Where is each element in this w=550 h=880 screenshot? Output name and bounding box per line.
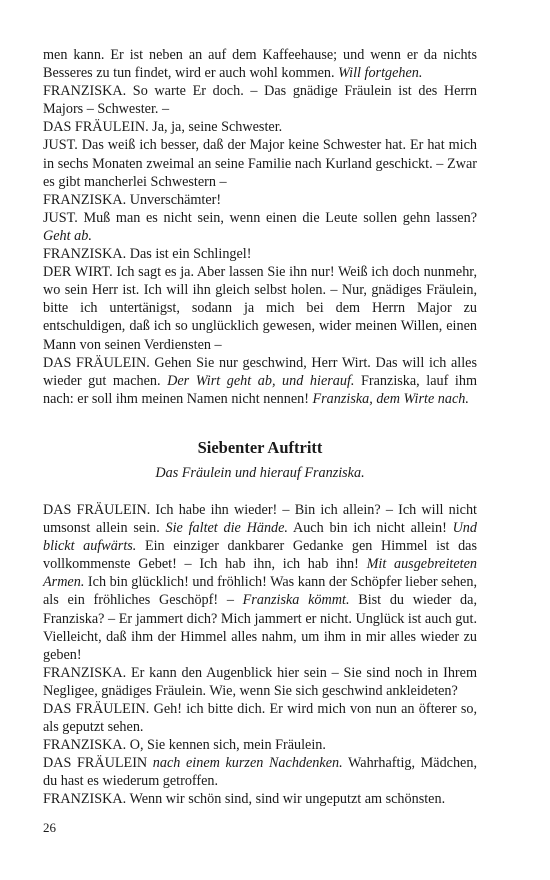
dialogue-text: FRANZISKA. Wenn wir schön sind, sind wir ungeputzt am schönsten. [43,791,446,808]
dialogue-paragraph [43,209,477,245]
dialogue-paragraph [43,191,477,209]
scene-title: Siebenter Auftritt [197,437,323,457]
dialogue-text: DAS FRÄULEIN. Gehen Sie nur geschwind, Herr Wirt. Das will ich alles wieder gut machen. [43,354,477,389]
page-body [43,46,477,809]
dialogue-text: Ein einziger dankbarer Gedanke gen Himmel ist das vollkommenste Gebet! – Ich hab ihn, ich hab ihn! [43,538,477,573]
scene-subtitle: Das Fräulein und hierauf Franziska. [155,464,365,481]
stage-direction: Und blickt aufwärts. [43,520,477,555]
dialogue-paragraph [43,46,477,82]
stage-direction: Der Wirt geht ab, und hierauf. [167,372,355,389]
dialogue-paragraph [43,736,477,754]
dialogue-text: men kann. Er ist neben an auf dem Kaffeehause; und wenn er da nichts Besseres zu tun findet, wird er auch wohl kommen. [43,47,477,82]
dialogue-text: DAS FRÄULEIN. Ich habe ihn wieder! – Bin ich allein? – Ich will nicht umsonst allein sein. [43,501,477,537]
dialogue-text: Wahrhaftig, Mädchen, du hast es wiederum getroffen. [43,755,477,790]
stage-direction: Geht ab. [43,227,92,244]
dialogue-paragraph [43,263,477,353]
dialogue-text: DAS FRÄULEIN [43,755,153,772]
dialogue-paragraph [43,754,477,790]
dialogue-text: FRANZISKA. O, Sie kennen sich, mein Fräulein. [43,737,326,754]
text-after-scene [43,501,477,809]
dialogue-paragraph [43,118,477,136]
page-number: 26 [43,820,56,835]
dialogue-paragraph [43,245,477,263]
dialogue-paragraph [43,664,477,700]
dialogue-text: FRANZISKA. So warte Er doch. – Das gnädige Fräulein ist des Herrn Majors – Schwester. – [43,83,477,118]
dialogue-text: FRANZISKA. Das ist ein Schlingel! [43,246,252,263]
dialogue-text: FRANZISKA. Er kann den Augenblick hier sein – Sie sind noch in Ihrem Negligee, gnädiges Fräulein. Wie, wenn Sie sich geschwind ankleideten? [43,664,477,699]
stage-direction: Sie faltet die Hände. [165,520,288,537]
dialogue-paragraph [43,82,477,118]
dialogue-text: JUST. Muß man es nicht sein, wenn einen die Leute sollen gehn lassen? [43,209,477,226]
dialogue-paragraph [43,136,477,190]
dialogue-text: JUST. Das weiß ich besser, daß der Major keine Schwester hat. Er hat mich in sechs Monaten zweimal an seine Familie nach Kurland geschickt. – Zwar es gibt mancherlei Schwestern – [43,137,477,190]
stage-direction: nach einem kurzen Nachdenken. [152,755,343,772]
stage-direction: Mit ausgebreiteten Armen. [43,556,477,591]
stage-direction: Will fortgehen. [338,65,423,82]
dialogue-paragraph [43,700,477,736]
dialogue-text: FRANZISKA. Unverschämter! [43,191,222,208]
dialogue-text: Auch bin ich nicht allein! [287,520,453,537]
dialogue-text: Bist du wieder da, Franziska? – Er jammert dich? Mich jammert er nicht. Unglück ist auch gut. Vielleicht, daß ihm der Himmel alles nahm, um ihm in mir alles wieder zu geben! [43,592,477,663]
dialogue-text: DAS FRÄULEIN. Geh! ich bitte dich. Er wird mich von nun an öfterer so, als geputzt sehen. [43,701,477,736]
dialogue-text: Franziska, lauf ihm nach: er soll ihm meinen Namen nicht nennen! [43,372,477,407]
dialogue-text: DER WIRT. Ich sagt es ja. Aber lassen Sie ihn nur! Weiß ich doch nunmehr, wo sein Herr ist. Ich will ihn gleich selbst holen. – Nur, gnädiges Fräulein, bitte ich untertänigst, sodann ja mich bei dem Herrn Major zu entschuldigen, daß ich so unglücklich gewesen, wider meinen Willen, einen Mann von seinen Verdiensten – [43,264,477,353]
stage-direction: Franziska, dem Wirte nach. [312,390,469,407]
text-before-scene [43,46,477,408]
dialogue-paragraph [43,790,477,808]
dialogue-paragraph [43,501,477,664]
stage-direction: Franziska kömmt. [242,592,350,609]
dialogue-paragraph [43,354,477,408]
dialogue-text: DAS FRÄULEIN. Ja, ja, seine Schwester. [43,119,283,136]
dialogue-text: Ich bin glücklich! und fröhlich! Was kann der Schöpfer lieber sehen, als ein fröhliches Geschöpf! – [43,574,477,609]
